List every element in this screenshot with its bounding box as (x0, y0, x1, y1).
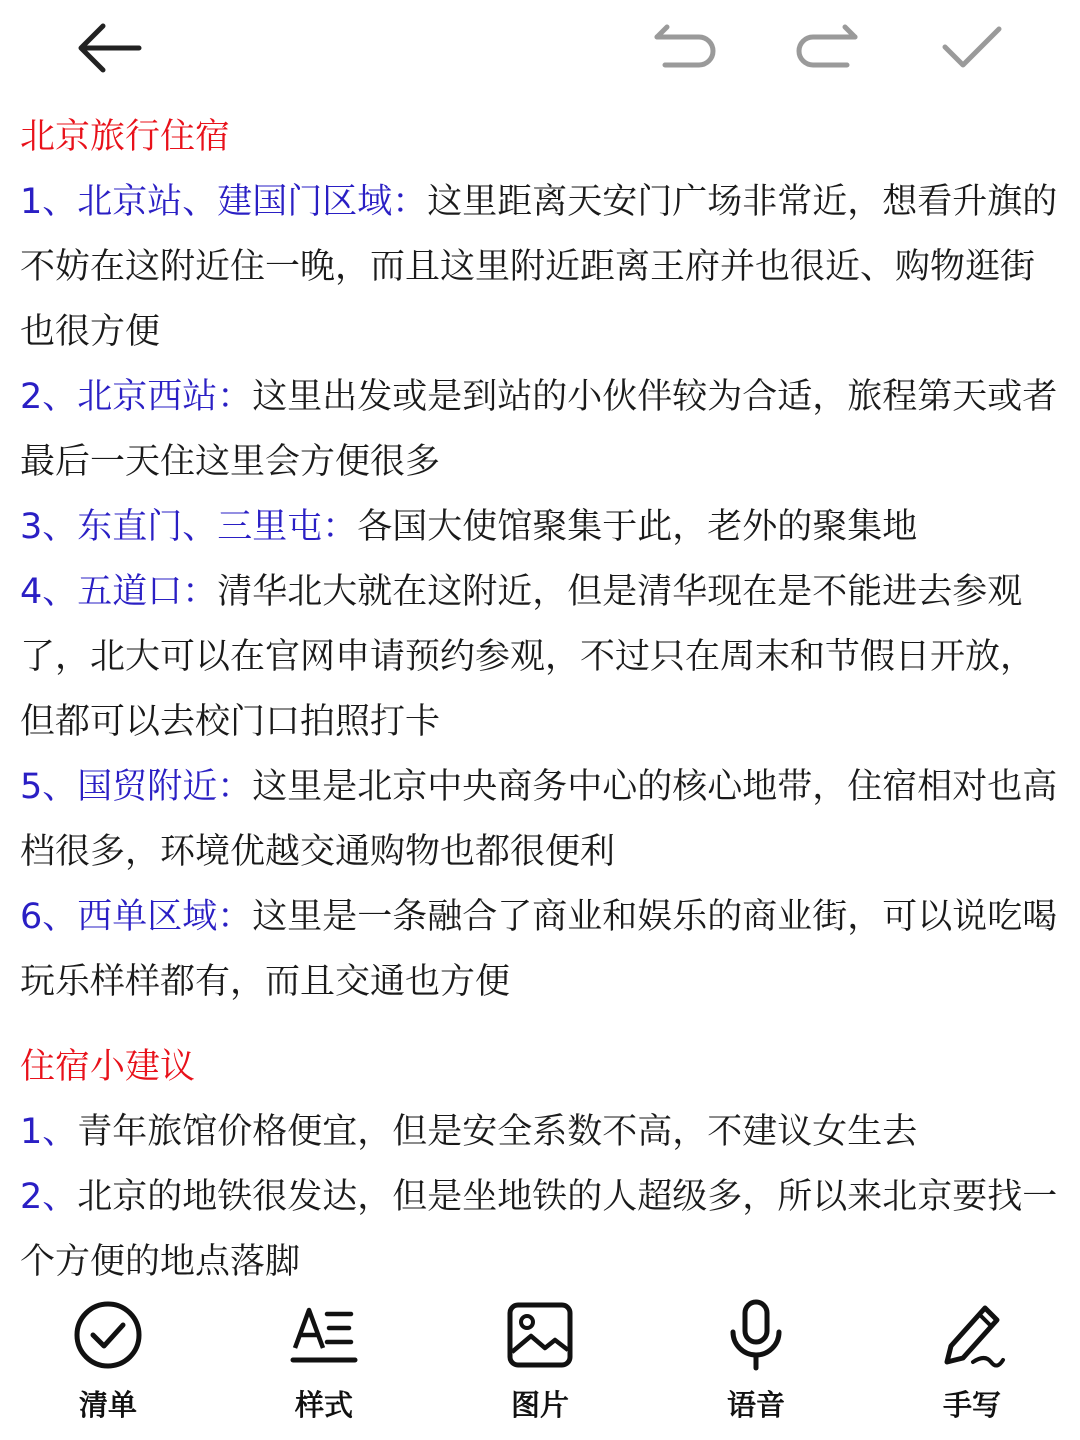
checklist-icon (73, 1300, 143, 1370)
item-keyword: 6、西单区域： (20, 897, 253, 937)
tip-text: 北京的地铁很发达，但是坐地铁的人超级多，所以来北京要找一个方便的地点落脚 (20, 1177, 1058, 1282)
item-keyword: 1、北京站、建国门区域： (20, 182, 428, 222)
voice-button[interactable] (676, 1295, 836, 1430)
item-text: 这里出发或是到站的小伙伴较为合适，旅程第天或者最后一天住这里会方便很多 (20, 377, 1058, 482)
redo-icon (793, 23, 863, 73)
image-label: 图片 (510, 1388, 569, 1422)
list-item (20, 755, 1060, 885)
item-text: 这里是一条融合了商业和娱乐的商业街，可以说吃喝玩乐样样都有，而且交通也方便 (20, 897, 1058, 1002)
tip-item (20, 1100, 1060, 1165)
spacer (20, 1015, 1060, 1035)
voice-label: 语音 (726, 1388, 785, 1422)
top-toolbar (0, 0, 1080, 100)
image-button[interactable] (460, 1295, 620, 1430)
microphone-icon (721, 1298, 791, 1372)
section-title-accommodation: 北京旅行住宿 (20, 117, 231, 157)
bottom-toolbar (0, 1285, 1080, 1440)
tip-number: 1、 (20, 1112, 78, 1152)
pen-icon (937, 1300, 1007, 1370)
item-text: 清华北大就在这附近，但是清华现在是不能进去参观了，北大可以在官网申请预约参观，不过只在周末和节假日开放，但都可以去校门口拍照打卡 (20, 572, 1036, 742)
section-title-tips: 住宿小建议 (20, 1047, 196, 1087)
item-text: 各国大使馆聚集于此，老外的聚集地 (357, 507, 918, 547)
image-icon (505, 1300, 575, 1370)
checklist-label: 清单 (78, 1388, 137, 1422)
item-text: 这里是北京中央商务中心的核心地带，住宿相对也高档很多，环境优越交通购物也都很便利 (20, 767, 1058, 872)
item-keyword: 4、五道口： (20, 572, 218, 612)
redo-button[interactable] (790, 10, 866, 86)
text-style-icon (289, 1300, 359, 1370)
tip-item (20, 1165, 1060, 1295)
handwrite-label: 手写 (942, 1388, 1001, 1422)
item-keyword: 3、东直门、三里屯： (20, 507, 358, 547)
style-label: 样式 (294, 1388, 353, 1422)
list-item (20, 560, 1060, 755)
list-item (20, 495, 1060, 560)
undo-icon (649, 23, 719, 73)
handwrite-button[interactable] (892, 1295, 1052, 1430)
undo-button[interactable] (646, 10, 722, 86)
style-button[interactable] (244, 1295, 404, 1430)
item-text: 这里距离天安门广场非常近，想看升旗的不妨在这附近住一晚，而且这里附近距离王府并也很近、购物逛街也很方便 (20, 182, 1058, 352)
list-item (20, 365, 1060, 495)
arrow-left-icon (73, 18, 143, 78)
list-item (20, 885, 1060, 1015)
item-keyword: 5、国贸附近： (20, 767, 253, 807)
tip-number: 2、 (20, 1177, 78, 1217)
back-button[interactable] (70, 10, 146, 86)
checklist-button[interactable] (28, 1295, 188, 1430)
item-keyword: 2、北京西站： (20, 377, 253, 417)
note-body[interactable] (20, 105, 1060, 1295)
confirm-button[interactable] (934, 10, 1010, 86)
list-item (20, 170, 1060, 365)
checkmark-icon (939, 23, 1005, 73)
tip-text: 青年旅馆价格便宜，但是安全系数不高，不建议女生去 (77, 1112, 918, 1152)
